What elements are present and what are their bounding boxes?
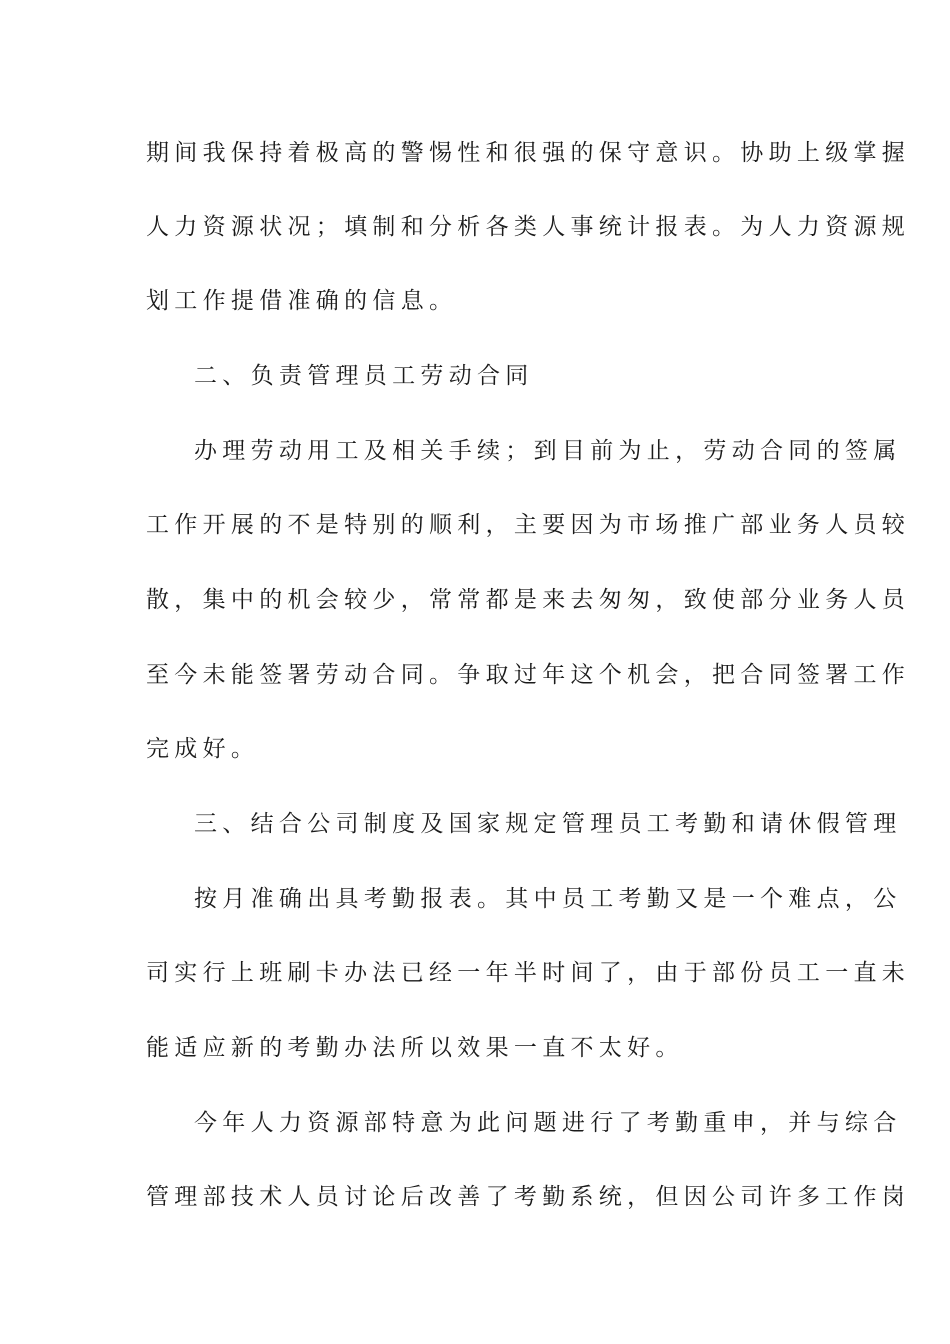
paragraph-line: 管理部技术人员讨论后改善了考勤系统，但因公司许多工作岗 [146, 1184, 911, 1210]
paragraph-line: 司实行上班刷卡办法已经一年半时间了，由于部份员工一直未 [146, 960, 911, 986]
paragraph-line: 办理劳动用工及相关手续；到目前为止，劳动合同的签属 [194, 438, 902, 464]
paragraph-line: 今年人力资源部特意为此问题进行了考勤重申，并与综合 [194, 1110, 902, 1136]
paragraph-line: 按月准确出具考勤报表。其中员工考勤又是一个难点，公 [194, 886, 902, 912]
paragraph-line: 工作开展的不是特别的顺利，主要因为市场推广部业务人员较 [146, 512, 911, 538]
section-heading: 三、结合公司制度及国家规定管理员工考勤和请休假管理 [194, 811, 902, 837]
paragraph-line: 散，集中的机会较少，常常都是来去匆匆，致使部分业务人员 [146, 587, 911, 613]
paragraph-line: 能适应新的考勤办法所以效果一直不太好。 [146, 1035, 684, 1061]
section-heading: 二、负责管理员工劳动合同 [194, 363, 534, 389]
paragraph-line: 至今未能签署劳动合同。争取过年这个机会，把合同签署工作 [146, 662, 911, 688]
paragraph-line: 人力资源状况；填制和分析各类人事统计报表。为人力资源规 [146, 214, 911, 240]
paragraph-line: 期间我保持着极高的警惕性和很强的保守意识。协助上级掌握 [146, 140, 911, 166]
paragraph-line: 划工作提借准确的信息。 [146, 288, 458, 314]
paragraph-line: 完成好。 [146, 736, 260, 762]
